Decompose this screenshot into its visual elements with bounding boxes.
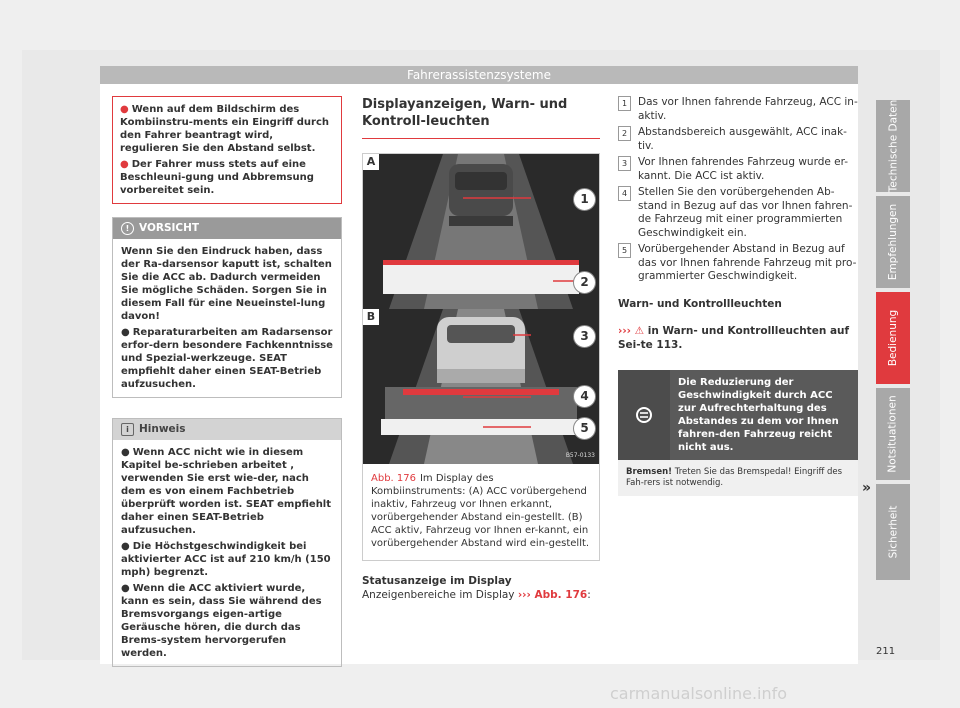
hinweis-bullet: ● Wenn ACC nicht wie in diesem Kapitel be-schrieben arbeitet , verwenden Sie erst wie-der, nach dem es von einem Fachbetrieb überprüft worden ist. SEAT empfiehlt daher einen SEAT-Betrieb aufzusuchen. [121, 447, 332, 536]
callout-1: 1 [573, 188, 596, 211]
callout-5: 5 [573, 417, 596, 440]
bullet-icon: ● [120, 159, 129, 170]
warning-note: ● Wenn auf dem Bildschirm des Kombiinstru-ments ein Eingriff durch den Fahrer beantragt wird, regulieren Sie den Abstand selbst. [120, 104, 330, 154]
list-item: 1 Das vor Ihnen fahrende Fahrzeug, ACC in-aktiv. [618, 96, 858, 123]
right-column [618, 96, 858, 496]
figure-caption [363, 464, 599, 560]
warning-light-description: Die Reduzierung der Geschwindigkeit durch ACC zur Aufrechterhaltung des Abstandes zu dem vor Ihnen fahren-den Fahrzeug reicht nicht aus. [670, 370, 858, 460]
acc-warning-icon [618, 370, 670, 460]
vorsicht-box [112, 217, 342, 398]
tab-bedienung[interactable]: Bedienung [876, 292, 910, 384]
status-text: Anzeigenbereiche im Display ››› Abb. 176: [362, 588, 591, 601]
display-illustration-b [363, 309, 599, 464]
warning-light-action: Bremsen! Treten Sie das Bremspedal! Eingriff des Fah-rers ist notwendig. [626, 467, 843, 488]
tab-notsituationen[interactable]: Notsituationen [876, 388, 910, 480]
vorsicht-bullet: ● Reparaturarbeiten am Radarsensor erfor-dern besondere Fachkenntnisse und Spezial-werkzeuge. SEAT empfiehlt daher einen SEAT-Betrieb aufzusuchen. [121, 327, 333, 390]
page-number: 211 [876, 646, 896, 657]
hinweis-bullet: ● Die Höchstgeschwindigkeit bei aktivierter ACC ist auf 210 km/h (150 mph) begrenzt. [121, 541, 331, 578]
warning-triangle-icon: ⚠ [634, 325, 645, 337]
panel-label-a: A [363, 154, 379, 170]
status-heading: Statusanzeige im Display [362, 575, 512, 587]
note-square-icon: i [121, 423, 134, 436]
watermark: carmanualsonline.info [610, 684, 788, 703]
display-illustration-a [363, 154, 599, 309]
info-circle-icon: ! [121, 222, 134, 235]
figure-code: B57-0133 [565, 451, 595, 459]
warning-light-row [618, 370, 858, 460]
warning-notes-box [112, 96, 342, 204]
hinweis-body [113, 440, 341, 666]
hinweis-title: i Hinweis [113, 419, 341, 440]
bullet-icon: ● [121, 583, 130, 594]
callout-3: 3 [573, 325, 596, 348]
tab-technische-daten[interactable]: Technische Daten [876, 100, 910, 192]
bullet-icon: ● [121, 541, 130, 552]
list-item: 5 Vorübergehender Abstand in Bezug auf das vor Ihnen fahrende Fahrzeug mit pro-grammierter Geschwindigkeit. [618, 243, 858, 284]
figure-176 [362, 153, 600, 561]
list-item: 2 Abstandsbereich ausgewählt, ACC inak-tiv. [618, 126, 858, 153]
bullet-icon: ● [121, 447, 130, 458]
left-column [112, 96, 342, 667]
list-item: 3 Vor Ihnen fahrendes Fahrzeug wurde er-kannt. Die ACC ist aktiv. [618, 156, 858, 183]
vorsicht-paragraph: Wenn Sie den Eindruck haben, dass der Ra-darsensor kaputt ist, schalten Sie die ACC ab. Dadurch vermeiden Sie mögliche Schäden. Sorgen Sie in diesem Fall für eine Neueinstel-lung davon! [121, 246, 332, 322]
panel-label-b: B [363, 309, 379, 325]
figure-number: Abb. 176 [371, 473, 416, 484]
display-items-list [618, 96, 858, 284]
tab-empfehlungen[interactable]: Empfehlungen [876, 196, 910, 288]
tab-sicherheit[interactable]: Sicherheit [876, 484, 910, 580]
vorsicht-title: ! VORSICHT [113, 218, 341, 239]
hinweis-box [112, 418, 342, 667]
figure-panel-b [363, 309, 599, 464]
continue-mark: » [862, 480, 872, 496]
callout-2: 2 [573, 271, 596, 294]
caption-text: Im Display des Kombiinstruments: (A) ACC vorübergehend inaktiv, Fahrzeug vor Ihnen erkannt, vorübergehender Abstand ein-gestellt. (B) ACC aktiv, Fahrzeug vor Ihnen er-kannt, ein vorübergehender Abstand wird ein-gestellt. [371, 473, 590, 549]
figure-panel-a [363, 154, 599, 309]
middle-column [362, 96, 600, 602]
callout-4: 4 [573, 385, 596, 408]
list-item: 4 Stellen Sie den vorübergehenden Ab-stand in Bezug auf das vor Ihnen fahren-de Fahrzeug mit einer programmierten Geschwindigkeit ein. [618, 186, 858, 240]
bullet-icon: ● [121, 327, 130, 338]
bullet-icon: ● [120, 104, 129, 115]
warning-note: ● Der Fahrer muss stets auf eine Beschleuni-gung und Abbremsung vorbereitet sein. [120, 159, 314, 196]
warn-reference: ››› ⚠ in Warn- und Kontrollleuchten auf Sei-te 113. [618, 325, 850, 351]
figure-reference-link[interactable]: ››› Abb. 176 [517, 588, 588, 601]
chapter-header: Fahrerassistenzsysteme [100, 66, 858, 84]
reference-arrows[interactable]: ››› [618, 325, 631, 337]
hinweis-bullet: ● Wenn die ACC aktiviert wurde, kann es sein, dass Sie während des Bremsvorgangs eigen-artige Geräusche hören, die durch das Brems-system hervorgerufen werden. [121, 583, 322, 659]
section-heading: Displayanzeigen, Warn- und Kontroll-leuchten [362, 96, 600, 139]
warning-light-table [618, 370, 858, 496]
warn-subheading: Warn- und Kontrollleuchten [618, 297, 782, 310]
vorsicht-body [113, 239, 341, 397]
